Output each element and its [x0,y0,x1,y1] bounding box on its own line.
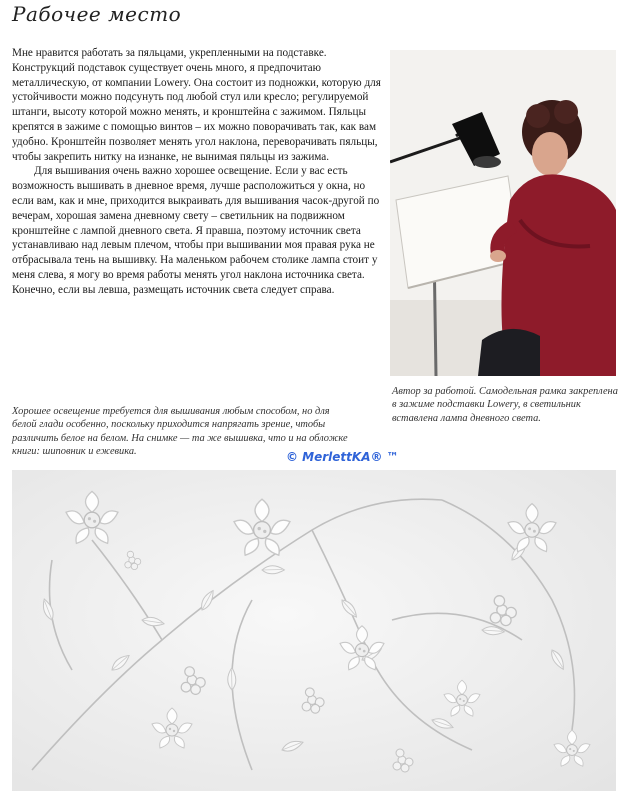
article-body [12,46,384,298]
paragraph-lighting: Для вышивания очень важно хорошее освещение. Если у вас есть возможность вышивать в дневное время, лучше расположиться у окна, но если вам, как и мне, приходится выкраивать для вышивания часок-другой по вечерам, хорошая замена дневному свету – светильник на подвижном кронштейне с лампой дневного света. Я правша, поэтому источник света устанавливаю над левым плечом, чтобы при вышивании моя правая рука не отбрасывала тень на вышивку. На маленьком рабочем столике лампа стоит у меня слева, я могу во время работы менять угол наклона источника света. Конечно, если вы левша, размещать источник света следует справа. [12,165,380,296]
embroidery-caption: Хорошее освещение требуется для вышивания любым способом, но для белой глади особенно, поскольку приходится напрягать зрение, чтобы различить белое на белом. На снимке — та же вышивка, что и на обложке книги: шиповник и ежевика. [12,406,348,458]
page-heading: Рабочее место [12,2,182,26]
photo-caption: Автор за работой. Самодельная рамка закреплена в зажиме подставки Lowery, в светильник вставлена лампа дневного света. [392,386,618,424]
watermark: © MerlettKA® ™ [286,450,399,464]
whitework-embroidery-photo [12,470,616,791]
woman-at-embroidery-frame-photo [390,50,616,376]
paragraph-stand: Мне нравится работать за пяльцами, укрепленными на подставке. Конструкций подставок существует очень много, я предпочитаю металлическую, от компании Lowery. Она состоит из подножки, которую для устойчивости можно подсунуть под любой стул или кресло; регулируемой штанги, высоту которой можно менять, и кронштейна с зажимом. Пяльцы крепятся в зажиме с помощью винтов – их можно поворачивать так, как вам удобно. Кронштейн позволяет менять угол наклона, переворачивать пяльцы, чтобы закрепить нитку на изнанке, не вынимая пяльцы из зажима. [12,47,381,163]
